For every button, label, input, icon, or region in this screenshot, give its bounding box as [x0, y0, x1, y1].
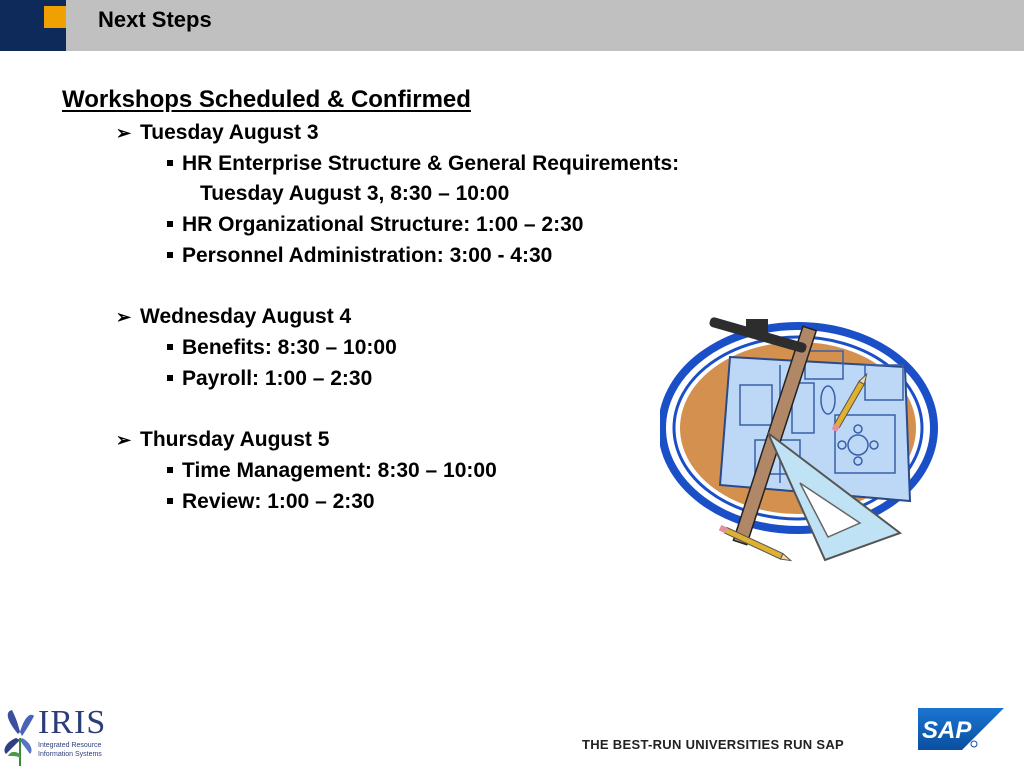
day-heading: ➢ Thursday August 5 [116, 428, 330, 451]
list-item: HR Enterprise Structure & General Requirements: [167, 152, 679, 176]
arrow-bullet-icon: ➢ [116, 307, 132, 327]
square-bullet-icon [167, 160, 173, 166]
sap-logo [918, 708, 1004, 750]
section-heading: Workshops Scheduled & Confirmed [62, 86, 471, 113]
list-item: Review: 1:00 – 2:30 [167, 490, 375, 514]
footer-tagline: THE BEST-RUN UNIVERSITIES RUN SAP [582, 737, 844, 752]
day-heading: ➢ Wednesday August 4 [116, 305, 352, 328]
svg-text:SAP: SAP [922, 717, 972, 744]
list-item: Benefits: 8:30 – 10:00 [167, 336, 397, 360]
arrow-bullet-icon: ➢ [116, 430, 132, 450]
list-item: HR Organizational Structure: 1:00 – 2:30 [167, 213, 583, 237]
iris-wordmark: IRIS [38, 704, 107, 741]
square-bullet-icon [167, 467, 173, 473]
square-bullet-icon [167, 221, 173, 227]
list-item: Personnel Administration: 3:00 - 4:30 [167, 244, 552, 268]
header-accent-square [44, 6, 66, 28]
square-bullet-icon [167, 375, 173, 381]
iris-subtitle: Integrated Resource Information Systems [38, 742, 102, 758]
list-item: Payroll: 1:00 – 2:30 [167, 367, 372, 391]
square-bullet-icon [167, 252, 173, 258]
arrow-bullet-icon: ➢ [116, 123, 132, 143]
page-title: Next Steps [98, 7, 212, 32]
square-bullet-icon [167, 498, 173, 504]
blueprint-clipart [660, 305, 945, 570]
list-item-continuation: Tuesday August 3, 8:30 – 10:00 [200, 182, 510, 205]
day-heading: ➢ Tuesday August 3 [116, 121, 319, 144]
square-bullet-icon [167, 344, 173, 350]
list-item: Time Management: 8:30 – 10:00 [167, 459, 497, 483]
